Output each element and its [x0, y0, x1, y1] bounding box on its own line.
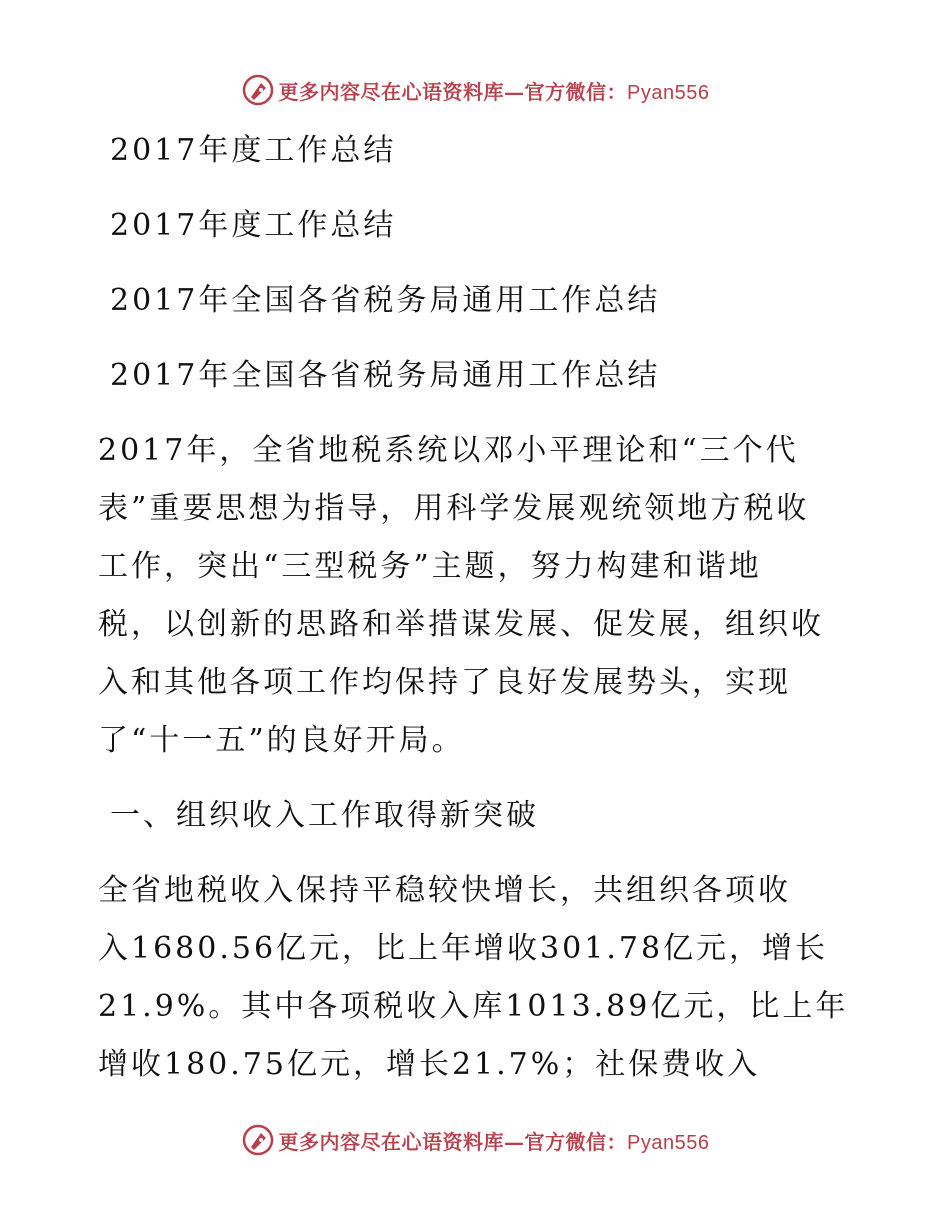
intro-paragraph	[98, 422, 868, 770]
watermark-text: 更多内容尽在心语资料库—官方微信：Pyan556	[278, 79, 710, 104]
watermark-wechat-id: Pyan556	[627, 81, 710, 104]
watermark-text: 更多内容尽在心语资料库—官方微信：Pyan556	[278, 1129, 710, 1154]
paragraph-line: 税，以创新的思路和举措谋发展、促发展，组织收	[98, 607, 824, 642]
document-subtitle: 2017年全国各省税务局通用工作总结	[110, 283, 661, 318]
paragraph-line: 工作，突出“三型税务”主题，努力构建和谐地	[98, 549, 762, 584]
paragraph-line: 增收180.75亿元，增长21.7%；社保费收入	[98, 1047, 761, 1082]
paragraph-line: 了“十一五”的良好开局。	[98, 723, 465, 758]
paragraph-line: 21.9%。其中各项税收入库1013.89亿元，比上年	[98, 989, 849, 1024]
pen-nib-circle-icon	[241, 1123, 275, 1157]
watermark-wechat-id: Pyan556	[627, 1131, 710, 1154]
paragraph-line: 2017年，全省地税系统以邓小平理论和“三个代	[98, 433, 799, 468]
paragraph-line: 全省地税收入保持平稳较快增长，共组织各项收	[98, 873, 791, 908]
section-heading: 一、组织收入工作取得新突破	[110, 798, 539, 833]
paragraph-line: 入1680.56亿元，比上年增收301.78亿元，增长	[98, 931, 829, 966]
paragraph-line: 入和其他各项工作均保持了良好发展势头，实现	[98, 665, 791, 700]
document-title-repeat: 2017年度工作总结	[110, 208, 397, 243]
document-title: 2017年度工作总结	[110, 133, 397, 168]
watermark-banner-top	[0, 70, 950, 110]
document-body	[98, 122, 868, 1111]
document-subtitle-repeat: 2017年全国各省税务局通用工作总结	[110, 358, 661, 393]
section-1-paragraph	[98, 862, 868, 1094]
pen-nib-circle-icon	[241, 73, 275, 107]
paragraph-line: 表”重要思想为指导，用科学发展观统领地方税收	[98, 491, 810, 526]
watermark-banner-bottom	[0, 1120, 950, 1160]
